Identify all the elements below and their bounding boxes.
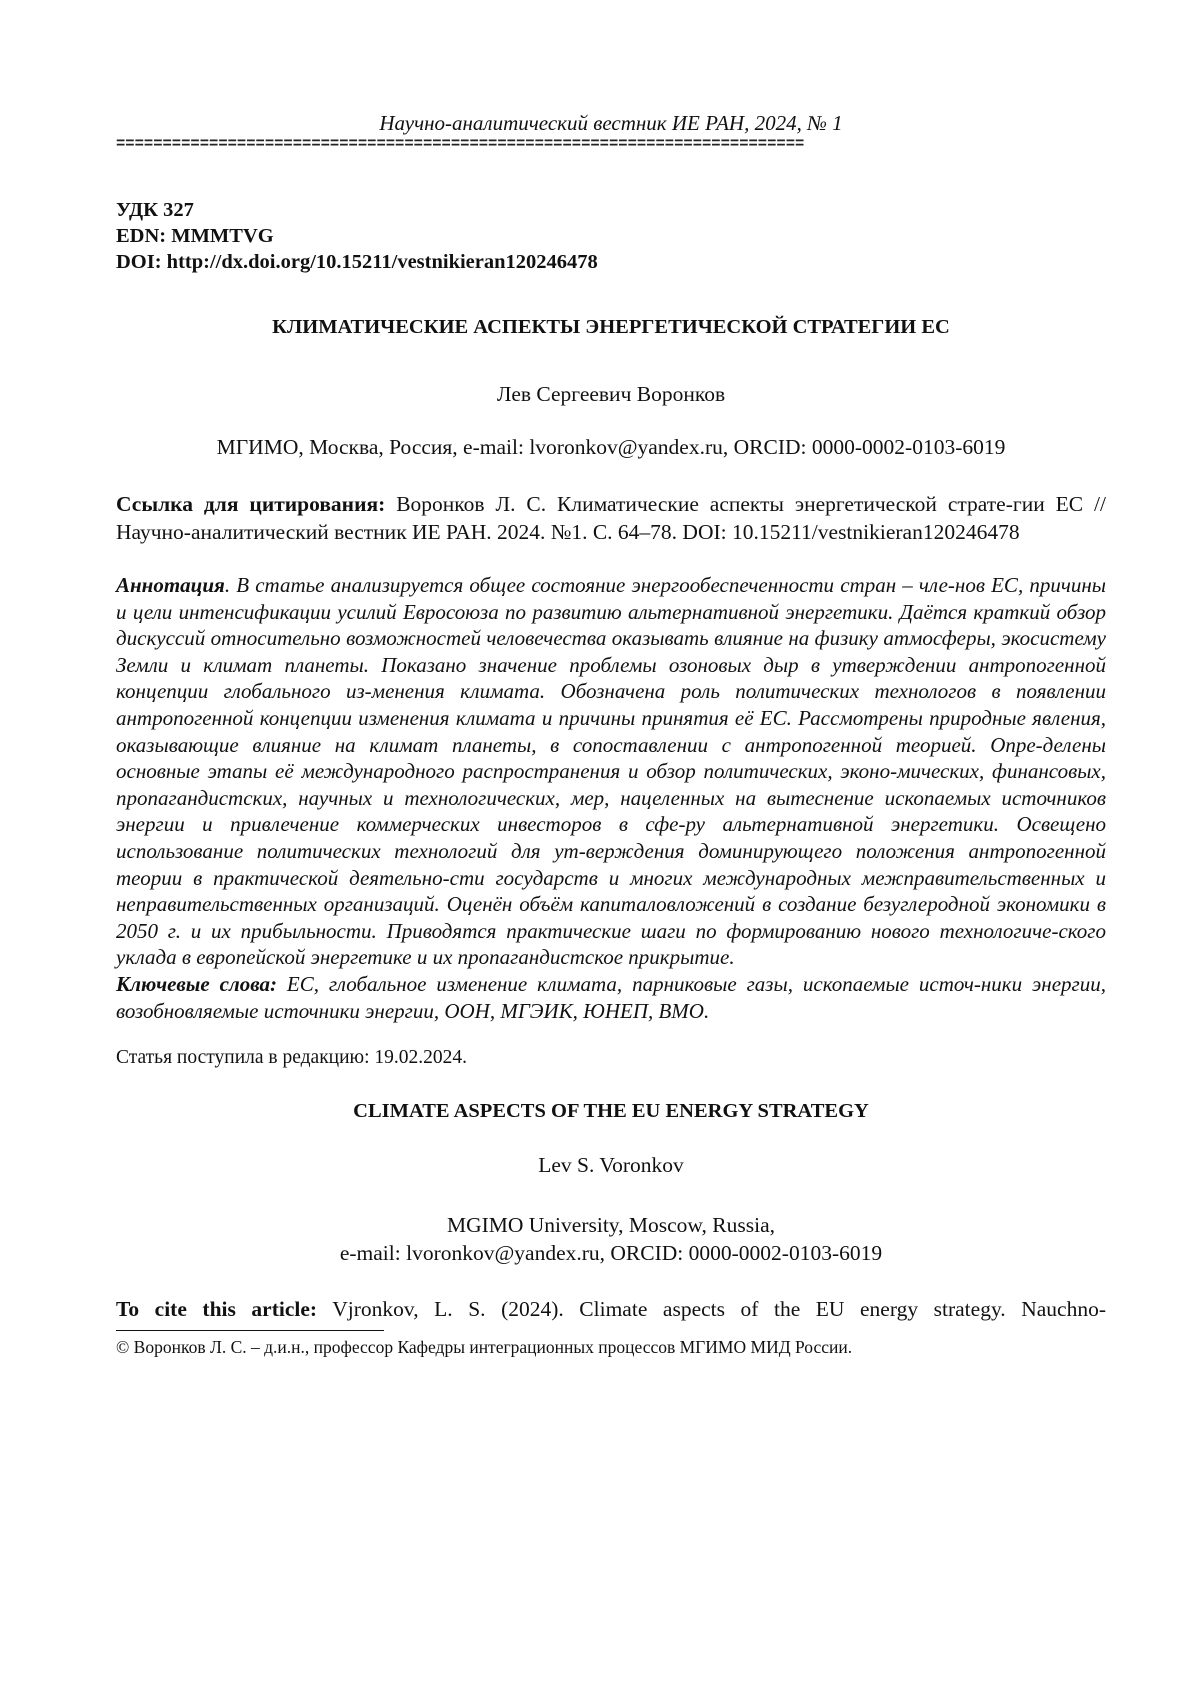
header-double-rule: ========================================================================== [116, 136, 805, 152]
journal-running-header: Научно-аналитический вестник ИЕ РАН, 2024, № 1 [379, 111, 843, 135]
citation-label-en: To cite this article: [116, 1297, 318, 1322]
keywords-text-ru: ЕС, глобальное изменение климата, парниковые газы, ископаемые источ-ники энергии, возобновляемые источники энергии, ООН, МГЭИК, ЮНЕП, ВМО. [116, 971, 1106, 1023]
citation-label-ru: Ссылка для цитирования: [116, 492, 386, 516]
citation-block-en [116, 1295, 1106, 1323]
edn-code: EDN: MMMTVG [116, 225, 274, 247]
author-name-ru: Лев Сергеевич Воронков [496, 382, 726, 406]
article-title-ru: КЛИМАТИЧЕСКИЕ АСПЕКТЫ ЭНЕРГЕТИЧЕСКОЙ СТРАТЕГИИ ЕС [272, 316, 950, 338]
citation-text-ru: Воронков Л. С. Климатические аспекты энергетической страте-гии ЕС // Научно-аналитический вестник ИЕ РАН. 2024. №1. С. 64–78. DOI: 10.15211/vestnikieran120246478 [116, 492, 1106, 544]
udc-code: УДК 327 [116, 199, 194, 221]
article-page [116, 110, 1106, 1358]
author-footnote: © Воронков Л. С. – д.и.н., профессор Кафедры интеграционных процессов МГИМО МИД России. [116, 1337, 853, 1358]
received-date: Статья поступила в редакцию: 19.02.2024. [116, 1047, 468, 1069]
keywords-label-ru: Ключевые слова: [116, 971, 277, 996]
footnote-divider [116, 1330, 384, 1331]
affiliation-line-2-en: e-mail: lvoronkov@yandex.ru, ORCID: 0000-0002-0103-6019 [339, 1241, 883, 1266]
citation-block-ru [116, 490, 1106, 546]
abstract-text-ru: . В статье анализируется общее состояние энергообеспеченности стран – чле-нов ЕС, причины и цели интенсификации усилий Евросоюза по развитию альтернативной энергетики. Даётся краткий обзор дискуссий относительно возможностей человечества оказывать влияние на физику атмосферы, экосистему Земли и климат планеты. Показано значение проблемы озоновых дыр в утверждении антропогенной концепции глобального из-менения климата. Обозначена роль политических технологов в появлении антропогенной концепции изменения климата и причины принятия её ЕС. Рассмотрены природные явления, оказывающие влияние на климат планеты, в сопоставлении с антропогенной теорией. Опре-делены основные этапы её международного распространения и обзор политических, эконо-мических, финансовых, пропагандистских, научных и технологических, мер, нацеленных на вытеснение ископаемых источников энергии и привлечение коммерческих инвесторов в сфе-ру альтернативной энергетики. Освещено использование политических технологий для ут-верждения доминирующего положения антропогенной теории в практической деятельно-сти государств и многих международных межправительственных и неправительственных организаций. Оценён объём капиталовложений в создание безуглеродной экономики в 2050 г. и их прибыльности. Приводятся практические шаги по формированию нового технологиче-ского уклада в европейской энергетике и их пропагандистское прикрытие. [116, 573, 1106, 970]
author-affiliation-ru: МГИМО, Москва, Россия, e-mail: lvoronkov@yandex.ru, ORCID: 0000-0002-0103-6019 [216, 435, 1006, 459]
keywords-block-ru [116, 971, 1106, 1024]
author-affiliation-en [116, 1211, 1106, 1267]
article-identifiers [116, 197, 1106, 275]
doi-link[interactable]: DOI: http://dx.doi.org/10.15211/vestnikieran120246478 [116, 251, 598, 273]
abstract-label-ru: Аннотация [116, 573, 225, 597]
affiliation-line-1-en: MGIMO University, Moscow, Russia, [446, 1213, 776, 1238]
abstract-block-ru [116, 572, 1106, 971]
citation-text-en: Vjronkov, L. S. (2024). Climate aspects of the EU energy strategy. Nauchno- [317, 1297, 1106, 1322]
author-name-en: Lev S. Voronkov [538, 1153, 684, 1178]
article-title-en: CLIMATE ASPECTS OF THE EU ENERGY STRATEGY [353, 1100, 869, 1123]
